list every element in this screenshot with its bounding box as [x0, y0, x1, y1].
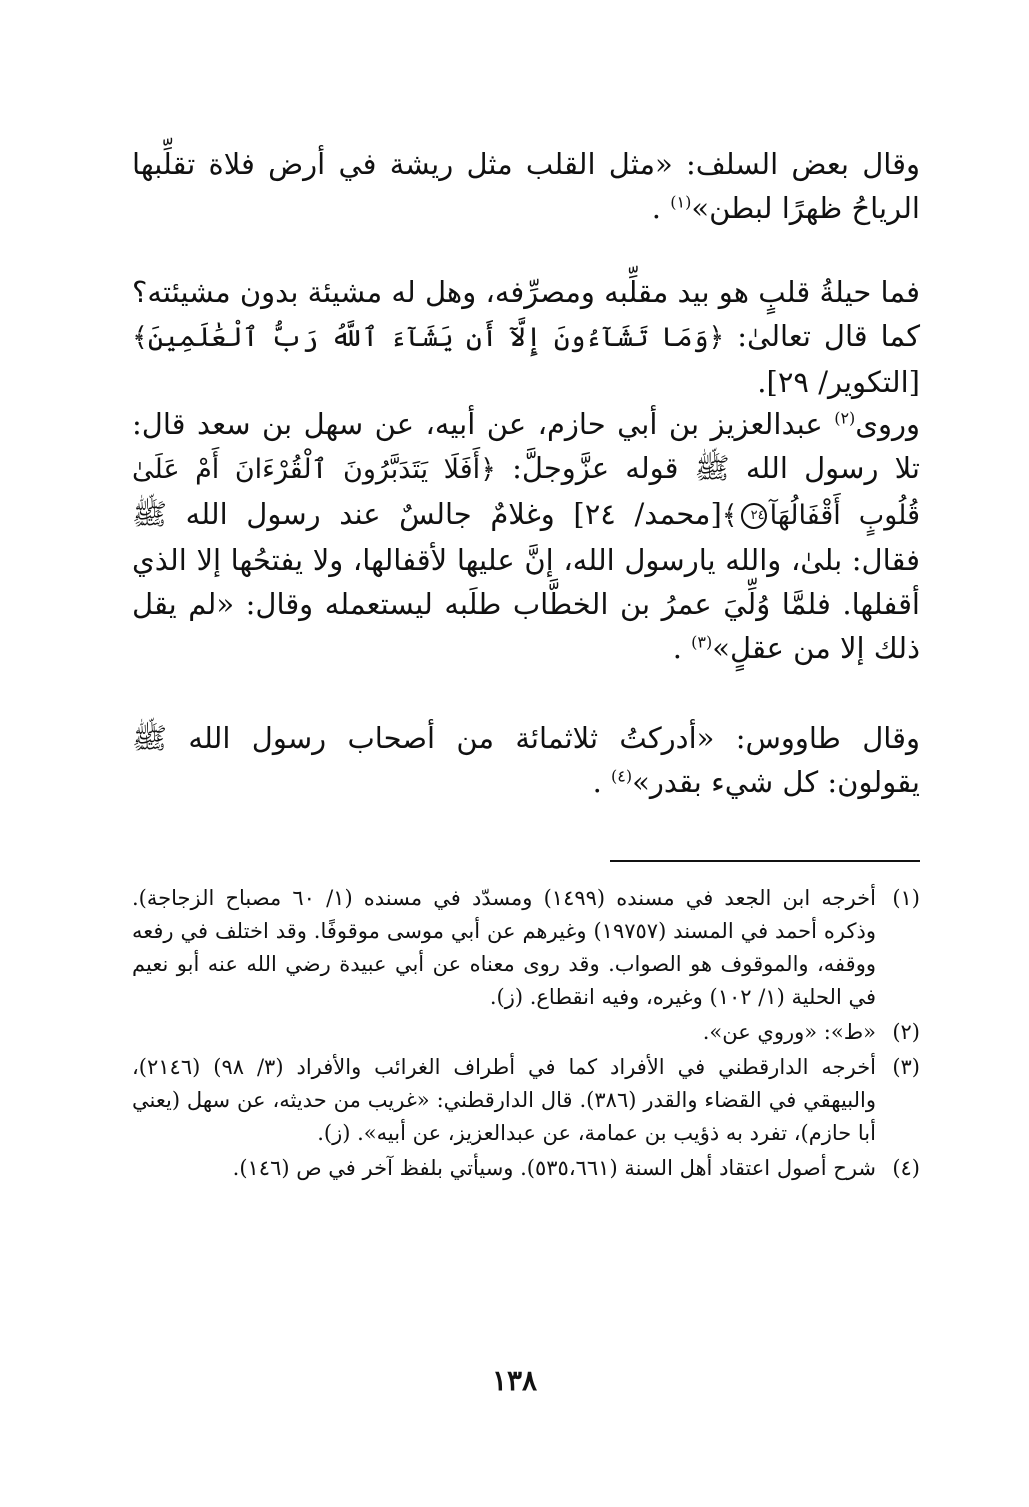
paragraph-text: عبدالعزيز بن أبي حازم، عن أبيه، عن سهل بن سعد قال: تلا رسول الله ﷺ قوله عزَّوجلَّ:: [132, 407, 920, 485]
footnote-divider: [610, 860, 920, 862]
footnote-item: [132, 1152, 920, 1185]
footnote-text: «ط»: «وروي عن».: [702, 1020, 876, 1044]
footnote-ref-1[interactable]: (١): [670, 192, 692, 212]
footnote-text: شرح أصول اعتقاد أهل السنة (٥٣٥،٦٦١). وسيأتي بلفظ آخر في ص (١٤٦).: [232, 1156, 876, 1180]
footnote-number: (٤): [892, 1156, 920, 1180]
footnote-ref-4[interactable]: (٤): [611, 766, 633, 786]
paragraph-tawus-saying: وقال طاووس: «أدركتُ ثلاثمائة من أصحاب رسول الله ﷺ يقولون: كل شيء بقدر»$^{(٤)}$ .: [132, 721, 920, 799]
footnote-ref-3[interactable]: (٣): [691, 632, 713, 652]
footnote-text: أخرجه ابن الجعد في مسنده (١٤٩٩) ومسدّد في مسنده (١/ ٦٠ مصباح الزجاجة). وذكره أحمد في المسند (١٩٧٥٧) وغيرهم عن أبي موسى موقوفًا. وقد اختلف في رفعه ووقفه، والموقوف هو الصواب. وقد روى معناه عن أبي عبيدة رضي الله عنه أبو نعيم في الحلية (١/ ١٠٢) وغيره، وفيه انقطاع. (ز).: [132, 886, 876, 1009]
paragraph-text: وقال طاووس: «أدركتُ ثلاثمائة من أصحاب رسول الله ﷺ يقولون: كل شيء بقدر»: [132, 721, 920, 799]
paragraph-salaf-saying: وقال بعض السلف: «مثل القلب مثل ريشة في أرض فلاة تقلِّبها الرياحُ ظهرًا لبطن»$^{(١)}$ .: [132, 147, 920, 225]
footnote-item: [132, 1051, 920, 1150]
footnote-text: أخرجه الدارقطني في الأفراد كما في أطراف الغرائب والأفراد (٣/ ٩٨) (٢١٤٦)، والبيهقي في القضاء والقدر (٣٨٦). قال الدارقطني: «غريب من حديثه، عن سهل (يعني أبا حازم)، تفرد به ذؤيب بن عمامة، عن عبدالعزيز، عن أبيه». (ز).: [132, 1055, 877, 1145]
footnote-number: (٣): [892, 1055, 920, 1079]
paragraph-sahl-narration: وروى$^{(٢)}$ عبدالعزيز بن أبي حازم، عن أبيه، عن سهل بن سعد قال: تلا رسول الله ﷺ قوله عزَّوجلَّ: ﴿أَفَلَا يَتَدَبَّرُونَ ٱلْقُرْءَانَ أَمْ عَلَىٰ قُلُوبٍ أَقْفَالُهَآ٢٤﴾[محمد/ ٢٤] وغلامٌ جالسٌ عند رسول الله ﷺ فقال: بلىٰ، والله يارسول الله، إنَّ عليها لأقفالها، ولا يفتحُها إلا الذي أقفلها. فلمَّا وُلِّيَ عمرُ بن الخطَّاب طلَبه ليستعمله وقال: «لم يقل ذلك إلا من عقلٍ»$^{(٣)}$ .: [132, 407, 920, 665]
footnote-number: (١): [892, 886, 920, 910]
verse-citation: [التكوير/ ٢٩].: [757, 365, 920, 399]
paragraph-text: فما حيلةُ قلبٍ هو بيد مقلِّبه ومصرِّفه، وهل له مشيئة بدون مشيئته؟ كما قال تعالىٰ:: [132, 275, 920, 353]
paragraph-text: وقال بعض السلف: «مثل القلب مثل ريشة في أرض فلاة تقلِّبها الرياحُ ظهرًا لبطن»: [132, 147, 920, 225]
quran-verse: ﴿وَمَا تَشَآءُونَ إِلَّآ أَن يَشَآءَ ٱللَّهُ رَبُّ ٱلْعَٰلَمِينَ﴾: [132, 322, 725, 353]
footnotes-list: [132, 882, 920, 1187]
page-number: ١٣٨: [491, 1364, 538, 1397]
paragraph-text: [محمد/ ٢٤] وغلامٌ جالسٌ عند رسول الله ﷺ فقال: بلىٰ، والله يارسول الله، إنَّ عليها لأقفالها، ولا يفتحُها إلا الذي أقفلها. فلمَّا وُلِّيَ عمرُ بن الخطَّاب طلَبه ليستعمله وقال: «لم يقل ذلك إلا من عقلٍ»: [132, 497, 920, 665]
footnote-item: [132, 1016, 920, 1049]
footnote-ref-2[interactable]: (٢): [834, 408, 856, 428]
footnote-number: (٢): [892, 1020, 920, 1044]
quran-verse: ﴿أَفَلَا يَتَدَبَّرُونَ ٱلْقُرْءَانَ أَمْ عَلَىٰ قُلُوبٍ أَقْفَالُهَآ: [132, 454, 920, 531]
footnote-item: [132, 882, 920, 1014]
verse-number-marker: ٢٤: [741, 503, 767, 529]
paragraph-divine-will: [132, 270, 920, 404]
